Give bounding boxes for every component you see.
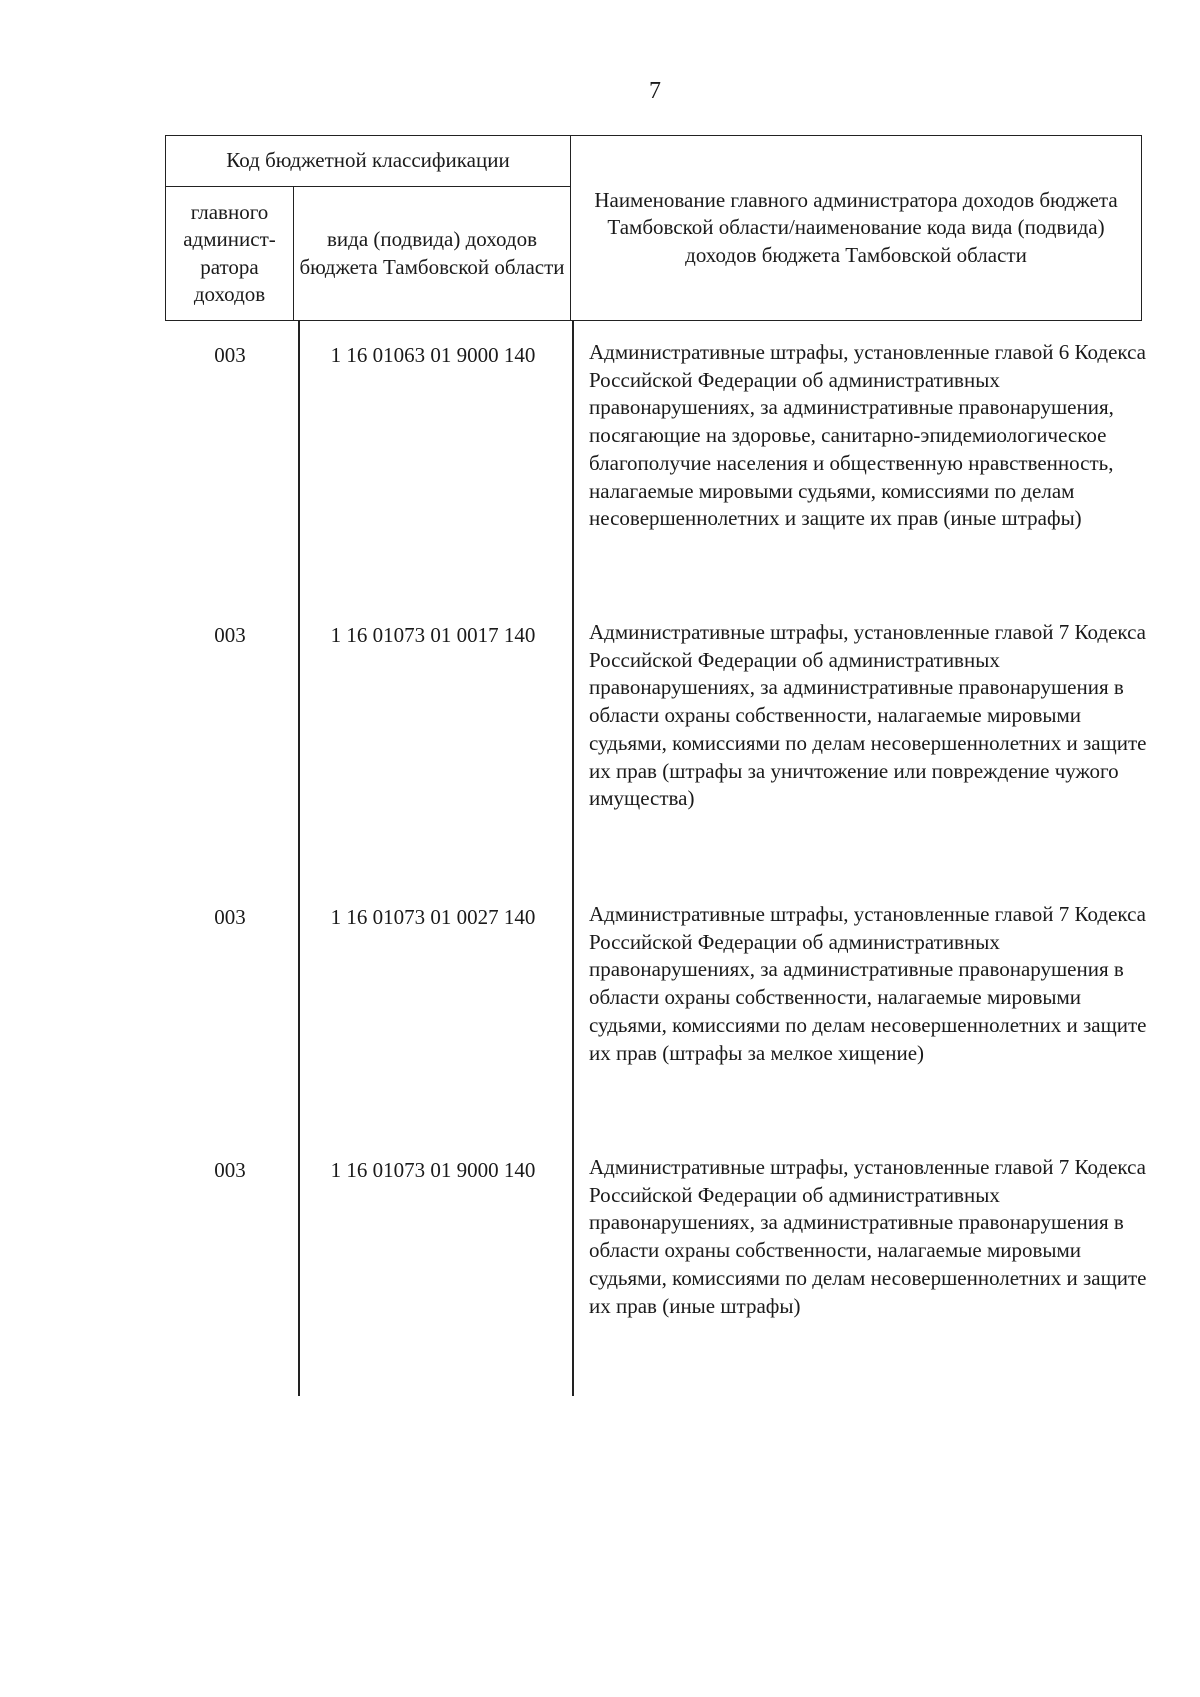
row-4-admin-code: 003 [214, 1158, 246, 1182]
row-4-description: Административные штрафы, установленные главой 7 Кодекса Российской Федерации об административных правонарушениях, за административные правонарушения в области охраны собственности, налагаемые мировыми судьями, комиссиями по делам несовершеннолетних и защите их прав (иные штрафы) [589, 1155, 1147, 1318]
header-type-column: вида (подвида) доходов бюджета Тамбовской области [294, 187, 571, 320]
row-2-budget-code: 1 16 01073 01 0017 140 [330, 623, 536, 647]
page-number: 7 [649, 78, 661, 104]
row-1-admin-code: 003 [214, 343, 246, 367]
header-admin-column: главного админист-ратора доходов [166, 187, 294, 320]
column-divider-1 [298, 321, 300, 1396]
header-name-column: Наименование главного администратора доходов бюджета Тамбовской области/наименование кода вида (подвида) доходов бюджета Тамбовской области [594, 188, 1118, 267]
row-2-description: Административные штрафы, установленные главой 7 Кодекса Российской Федерации об административных правонарушениях, за административные правонарушения в области охраны собственности, налагаемые мировыми судьями, комиссиями по делам несовершеннолетних и защите их прав (штрафы за уничтожение или повреждение чужого имущества) [589, 620, 1147, 811]
row-1-description: Административные штрафы, установленные главой 6 Кодекса Российской Федерации об административных правонарушениях, за административные правонарушения, посягающие на здоровье, санитарно-эпидемиологическое благополучие населения и общественную нравственность, налагаемые мировыми судьями, комиссиями по делам несовершеннолетних и защите их прав (иные штрафы) [589, 340, 1146, 531]
table-header [165, 135, 1142, 321]
header-kbk-title: Код бюджетной классификации [166, 136, 571, 187]
row-1-budget-code: 1 16 01063 01 9000 140 [330, 343, 536, 367]
row-3-budget-code: 1 16 01073 01 0027 140 [330, 905, 536, 929]
row-2-admin-code: 003 [214, 623, 246, 647]
column-divider-2 [572, 321, 574, 1396]
row-3-admin-code: 003 [214, 905, 246, 929]
row-4-budget-code: 1 16 01073 01 9000 140 [330, 1158, 536, 1182]
row-3-description: Административные штрафы, установленные главой 7 Кодекса Российской Федерации об административных правонарушениях, за административные правонарушения в области охраны собственности, налагаемые мировыми судьями, комиссиями по делам несовершеннолетних и защите их прав (штрафы за мелкое хищение) [589, 902, 1147, 1065]
